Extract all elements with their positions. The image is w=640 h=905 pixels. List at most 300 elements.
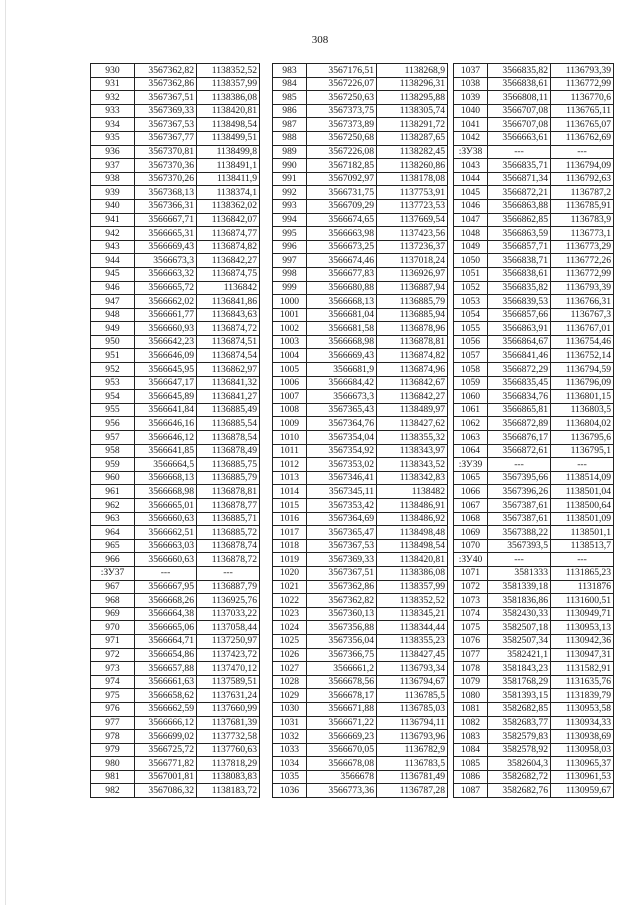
x-coordinate-cell: 3567369,33 <box>307 553 377 567</box>
y-coordinate-cell: 1136787,28 <box>377 784 448 798</box>
y-coordinate-cell: 1136842 <box>197 281 260 295</box>
point-number-cell: 978 <box>91 730 135 744</box>
table-row <box>454 118 614 132</box>
point-number-cell: 1081 <box>454 702 488 716</box>
table-row <box>273 553 448 567</box>
x-coordinate-cell: 3566661,77 <box>135 308 197 322</box>
point-number-cell: 1010 <box>273 431 307 445</box>
y-coordinate-cell: 1136793,39 <box>551 281 614 295</box>
table-row <box>454 716 614 730</box>
point-number-cell: 1076 <box>454 634 488 648</box>
point-number-cell: 1061 <box>454 403 488 417</box>
table-row <box>91 770 260 784</box>
table-row <box>454 553 614 567</box>
table-row <box>454 594 614 608</box>
x-coordinate-cell: 3567368,13 <box>135 186 197 200</box>
y-coordinate-cell: 1138498,54 <box>197 118 260 132</box>
point-number-cell: 1033 <box>273 743 307 757</box>
point-number-cell: 1016 <box>273 512 307 526</box>
table-row <box>91 91 260 105</box>
x-coordinate-cell: 3567364,76 <box>307 417 377 431</box>
y-coordinate-cell: 1136842,07 <box>197 213 260 227</box>
x-coordinate-cell: 3567365,43 <box>307 403 377 417</box>
point-number-cell: 957 <box>91 431 135 445</box>
point-number-cell: 937 <box>91 159 135 173</box>
table-row <box>91 363 260 377</box>
table-row <box>454 145 614 159</box>
point-number-cell: 1054 <box>454 308 488 322</box>
point-number-cell: :ЗУ39 <box>454 458 488 472</box>
x-coordinate-cell: 3567362,86 <box>135 77 197 91</box>
point-number-cell: 968 <box>91 594 135 608</box>
y-coordinate-cell: 1136754,46 <box>551 335 614 349</box>
y-coordinate-cell: 1137470,12 <box>197 662 260 676</box>
table-row <box>91 267 260 281</box>
point-number-cell: 1082 <box>454 716 488 730</box>
x-coordinate-cell: 3582682,72 <box>488 770 551 784</box>
point-number-cell: 1007 <box>273 390 307 404</box>
point-number-cell: 979 <box>91 743 135 757</box>
table-row <box>454 199 614 213</box>
point-number-cell: 1027 <box>273 662 307 676</box>
x-coordinate-cell: 3566857,71 <box>488 240 551 254</box>
y-coordinate-cell: 1136794,09 <box>551 159 614 173</box>
y-coordinate-cell: 1137818,29 <box>197 757 260 771</box>
y-coordinate-cell: 1138282,45 <box>377 145 448 159</box>
point-number-cell: 1011 <box>273 444 307 458</box>
point-number-cell: 1001 <box>273 308 307 322</box>
point-number-cell: 973 <box>91 662 135 676</box>
point-number-cell: 1032 <box>273 730 307 744</box>
point-number-cell: 1044 <box>454 172 488 186</box>
coordinates-table-left <box>90 63 260 798</box>
table-row <box>91 675 260 689</box>
y-coordinate-cell: 1136804,02 <box>551 417 614 431</box>
y-coordinate-cell: 1138183,72 <box>197 784 260 798</box>
point-number-cell: 1074 <box>454 607 488 621</box>
x-coordinate-cell: 3582683,77 <box>488 716 551 730</box>
y-coordinate-cell: --- <box>551 553 614 567</box>
y-coordinate-cell: 1138501,1 <box>551 526 614 540</box>
y-coordinate-cell: 1136885,79 <box>197 471 260 485</box>
table-row <box>454 349 614 363</box>
point-number-cell: 1047 <box>454 213 488 227</box>
y-coordinate-cell: --- <box>551 458 614 472</box>
point-number-cell: 1087 <box>454 784 488 798</box>
x-coordinate-cell: 3566668,13 <box>135 471 197 485</box>
x-coordinate-cell: 3566835,45 <box>488 376 551 390</box>
point-number-cell: 952 <box>91 363 135 377</box>
table-row <box>273 403 448 417</box>
table-row <box>454 675 614 689</box>
y-coordinate-cell: 1138178,08 <box>377 172 448 186</box>
table-row <box>91 322 260 336</box>
table-row <box>454 689 614 703</box>
table-row <box>273 662 448 676</box>
x-coordinate-cell: 3566857,66 <box>488 308 551 322</box>
y-coordinate-cell: 1138362,02 <box>197 199 260 213</box>
point-number-cell: :ЗУ40 <box>454 553 488 567</box>
point-number-cell: 938 <box>91 172 135 186</box>
table-row <box>273 363 448 377</box>
table-row <box>273 213 448 227</box>
table-row <box>454 444 614 458</box>
x-coordinate-cell: 3566678,56 <box>307 675 377 689</box>
x-coordinate-cell: 3582507,18 <box>488 621 551 635</box>
table-row <box>273 281 448 295</box>
point-number-cell: 1058 <box>454 363 488 377</box>
table-row <box>91 607 260 621</box>
y-coordinate-cell: 1136783,5 <box>377 757 448 771</box>
point-number-cell: 1057 <box>454 349 488 363</box>
table-row <box>91 145 260 159</box>
x-coordinate-cell: 3566669,23 <box>307 730 377 744</box>
point-number-cell: 974 <box>91 675 135 689</box>
point-number-cell: 1086 <box>454 770 488 784</box>
x-coordinate-cell: 3567353,42 <box>307 499 377 513</box>
x-coordinate-cell: 3566657,88 <box>135 662 197 676</box>
coordinates-table-middle <box>272 63 448 798</box>
table-row <box>454 390 614 404</box>
table-row <box>454 730 614 744</box>
table-row <box>91 417 260 431</box>
table-row <box>91 458 260 472</box>
y-coordinate-cell: 1138295,88 <box>377 91 448 105</box>
x-coordinate-cell: 3567356,04 <box>307 634 377 648</box>
point-number-cell: 1069 <box>454 526 488 540</box>
table-row <box>273 512 448 526</box>
point-number-cell: 1025 <box>273 634 307 648</box>
y-coordinate-cell: 1136874,82 <box>377 349 448 363</box>
table-row <box>454 254 614 268</box>
x-coordinate-cell: 3566681,58 <box>307 322 377 336</box>
y-coordinate-cell: 1138427,62 <box>377 417 448 431</box>
y-coordinate-cell: 1138355,23 <box>377 634 448 648</box>
y-coordinate-cell: 1136841,27 <box>197 390 260 404</box>
point-number-cell: 1055 <box>454 322 488 336</box>
point-number-cell: 958 <box>91 444 135 458</box>
point-number-cell: 1018 <box>273 539 307 553</box>
x-coordinate-cell: 3566699,02 <box>135 730 197 744</box>
x-coordinate-cell: 3566663,61 <box>488 131 551 145</box>
x-coordinate-cell: 3566673,3 <box>307 390 377 404</box>
y-coordinate-cell: 1136782,9 <box>377 743 448 757</box>
x-coordinate-cell: 3567369,33 <box>135 104 197 118</box>
point-number-cell: 1014 <box>273 485 307 499</box>
y-coordinate-cell: 1136874,54 <box>197 349 260 363</box>
x-coordinate-cell: 3566864,67 <box>488 335 551 349</box>
y-coordinate-cell: 1136874,96 <box>377 363 448 377</box>
y-coordinate-cell: 1136762,69 <box>551 131 614 145</box>
point-number-cell: 967 <box>91 580 135 594</box>
y-coordinate-cell: 1138357,99 <box>377 580 448 594</box>
table-row <box>91 64 260 78</box>
table-row <box>91 213 260 227</box>
table-row <box>454 743 614 757</box>
table-row <box>91 566 260 580</box>
x-coordinate-cell: 3566681,04 <box>307 308 377 322</box>
point-number-cell: 935 <box>91 131 135 145</box>
x-coordinate-cell: 3566707,08 <box>488 104 551 118</box>
table-row <box>454 91 614 105</box>
y-coordinate-cell: 1136794,11 <box>377 716 448 730</box>
point-number-cell: 946 <box>91 281 135 295</box>
x-coordinate-cell: 3566673,25 <box>307 240 377 254</box>
table-row <box>454 471 614 485</box>
y-coordinate-cell: 1138260,86 <box>377 159 448 173</box>
point-number-cell: 987 <box>273 118 307 132</box>
x-coordinate-cell: 3567366,75 <box>307 648 377 662</box>
x-coordinate-cell: 3566665,01 <box>135 499 197 513</box>
scan-margin-line <box>5 0 6 905</box>
point-number-cell: 1080 <box>454 689 488 703</box>
table-row <box>91 254 260 268</box>
x-coordinate-cell: 3566669,43 <box>135 240 197 254</box>
point-number-cell: 1071 <box>454 566 488 580</box>
y-coordinate-cell: 1130938,69 <box>551 730 614 744</box>
x-coordinate-cell: 3566673,3 <box>135 254 197 268</box>
table-row <box>454 485 614 499</box>
x-coordinate-cell: 3566834,76 <box>488 390 551 404</box>
y-coordinate-cell: 1136878,96 <box>377 322 448 336</box>
point-number-cell: 1020 <box>273 566 307 580</box>
point-number-cell: :ЗУ38 <box>454 145 488 159</box>
table-row <box>454 376 614 390</box>
y-coordinate-cell: 1137058,44 <box>197 621 260 635</box>
y-coordinate-cell: 1136842,27 <box>377 390 448 404</box>
x-coordinate-cell: 3566667,71 <box>135 213 197 227</box>
y-coordinate-cell: 1136925,76 <box>197 594 260 608</box>
point-number-cell: 983 <box>273 64 307 78</box>
y-coordinate-cell: 1130934,33 <box>551 716 614 730</box>
point-number-cell: 965 <box>91 539 135 553</box>
x-coordinate-cell: 3566725,72 <box>135 743 197 757</box>
x-coordinate-cell: 3567387,61 <box>488 499 551 513</box>
point-number-cell: 1030 <box>273 702 307 716</box>
y-coordinate-cell: 1138083,83 <box>197 770 260 784</box>
y-coordinate-cell: 1136878,54 <box>197 431 260 445</box>
x-coordinate-cell: 3581333 <box>488 566 551 580</box>
point-number-cell: 1056 <box>454 335 488 349</box>
x-coordinate-cell: 3566641,85 <box>135 444 197 458</box>
y-coordinate-cell: 1136792,63 <box>551 172 614 186</box>
point-number-cell: 1017 <box>273 526 307 540</box>
point-number-cell: 943 <box>91 240 135 254</box>
table-row <box>91 580 260 594</box>
point-number-cell: 993 <box>273 199 307 213</box>
x-coordinate-cell: 3567092,97 <box>307 172 377 186</box>
point-number-cell: 1067 <box>454 499 488 513</box>
point-number-cell: 942 <box>91 227 135 241</box>
point-number-cell: 955 <box>91 403 135 417</box>
x-coordinate-cell: 3566863,88 <box>488 199 551 213</box>
table-row <box>273 770 448 784</box>
table-row <box>273 172 448 186</box>
x-coordinate-cell: 3566668,98 <box>135 485 197 499</box>
y-coordinate-cell: 1137660,99 <box>197 702 260 716</box>
y-coordinate-cell: 1136796,09 <box>551 376 614 390</box>
table-row <box>273 784 448 798</box>
x-coordinate-cell: 3566645,95 <box>135 363 197 377</box>
point-number-cell: 1029 <box>273 689 307 703</box>
table-row <box>454 458 614 472</box>
y-coordinate-cell: 1136885,75 <box>197 458 260 472</box>
table-row <box>91 648 260 662</box>
table-row <box>91 131 260 145</box>
point-number-cell: 960 <box>91 471 135 485</box>
table-row <box>91 240 260 254</box>
y-coordinate-cell: 1136794,59 <box>551 363 614 377</box>
table-row <box>91 77 260 91</box>
y-coordinate-cell: 1136841,86 <box>197 295 260 309</box>
y-coordinate-cell: 1136878,74 <box>197 539 260 553</box>
table-row <box>91 308 260 322</box>
point-number-cell: 1066 <box>454 485 488 499</box>
y-coordinate-cell: 1138501,04 <box>551 485 614 499</box>
x-coordinate-cell: 3566771,82 <box>135 757 197 771</box>
y-coordinate-cell: 1136793,96 <box>377 730 448 744</box>
table-row <box>273 159 448 173</box>
x-coordinate-cell: 3566664,71 <box>135 634 197 648</box>
x-coordinate-cell: 3582579,83 <box>488 730 551 744</box>
point-number-cell: 1002 <box>273 322 307 336</box>
x-coordinate-cell: 3566663,98 <box>307 227 377 241</box>
y-coordinate-cell: 1138345,21 <box>377 607 448 621</box>
y-coordinate-cell: 1131582,91 <box>551 662 614 676</box>
x-coordinate-cell: 3567250,68 <box>307 131 377 145</box>
y-coordinate-cell: 1138420,81 <box>377 553 448 567</box>
point-number-cell: 976 <box>91 702 135 716</box>
x-coordinate-cell: 3581836,86 <box>488 594 551 608</box>
y-coordinate-cell: 1136785,03 <box>377 702 448 716</box>
point-number-cell: 1077 <box>454 648 488 662</box>
table-row <box>273 145 448 159</box>
table-row <box>91 485 260 499</box>
y-coordinate-cell: 1137589,51 <box>197 675 260 689</box>
x-coordinate-cell: 3566835,82 <box>488 281 551 295</box>
x-coordinate-cell: 3566835,82 <box>488 64 551 78</box>
table-row <box>454 566 614 580</box>
y-coordinate-cell: 1138489,97 <box>377 403 448 417</box>
table-row <box>91 118 260 132</box>
y-coordinate-cell: 1130959,67 <box>551 784 614 798</box>
point-number-cell: 1068 <box>454 512 488 526</box>
y-coordinate-cell: 1136842,67 <box>377 376 448 390</box>
point-number-cell: 982 <box>91 784 135 798</box>
point-number-cell: 1059 <box>454 376 488 390</box>
point-number-cell: 1075 <box>454 621 488 635</box>
y-coordinate-cell: 1138344,44 <box>377 621 448 635</box>
point-number-cell: 1015 <box>273 499 307 513</box>
table-row <box>91 662 260 676</box>
y-coordinate-cell: 1138305,74 <box>377 104 448 118</box>
x-coordinate-cell: 3566835,71 <box>488 159 551 173</box>
point-number-cell: 1003 <box>273 335 307 349</box>
x-coordinate-cell: 3566668,98 <box>307 335 377 349</box>
table-row <box>91 471 260 485</box>
x-coordinate-cell: 3566838,71 <box>488 254 551 268</box>
y-coordinate-cell: 1138268,9 <box>377 64 448 78</box>
y-coordinate-cell: 1136885,72 <box>197 526 260 540</box>
y-coordinate-cell: 1138291,72 <box>377 118 448 132</box>
table-row <box>273 730 448 744</box>
x-coordinate-cell: 3567366,31 <box>135 199 197 213</box>
table-row <box>273 77 448 91</box>
x-coordinate-cell: 3566668,13 <box>307 295 377 309</box>
point-number-cell: 1051 <box>454 267 488 281</box>
y-coordinate-cell: 1130949,71 <box>551 607 614 621</box>
x-coordinate-cell: 3566681,9 <box>307 363 377 377</box>
table-row <box>273 648 448 662</box>
table-row <box>454 322 614 336</box>
x-coordinate-cell: 3566872,21 <box>488 186 551 200</box>
point-number-cell: 1078 <box>454 662 488 676</box>
x-coordinate-cell: 3566862,85 <box>488 213 551 227</box>
x-coordinate-cell: 3566665,72 <box>135 281 197 295</box>
x-coordinate-cell: 3582682,85 <box>488 702 551 716</box>
point-number-cell: 984 <box>273 77 307 91</box>
y-coordinate-cell: 1137033,22 <box>197 607 260 621</box>
table-row <box>91 526 260 540</box>
point-number-cell: 966 <box>91 553 135 567</box>
y-coordinate-cell: 1138501,09 <box>551 512 614 526</box>
x-coordinate-cell: 3566680,88 <box>307 281 377 295</box>
y-coordinate-cell: 1130958,03 <box>551 743 614 757</box>
page-number: 308 <box>311 34 329 46</box>
x-coordinate-cell: 3566863,91 <box>488 322 551 336</box>
table-row <box>273 499 448 513</box>
point-number-cell: 1062 <box>454 417 488 431</box>
table-row <box>454 77 614 91</box>
x-coordinate-cell: 3566678 <box>307 770 377 784</box>
y-coordinate-cell: 1136885,79 <box>377 295 448 309</box>
point-number-cell: 945 <box>91 267 135 281</box>
table-row <box>91 281 260 295</box>
y-coordinate-cell: 1136772,99 <box>551 77 614 91</box>
point-number-cell: 989 <box>273 145 307 159</box>
x-coordinate-cell: 3566642,23 <box>135 335 197 349</box>
x-coordinate-cell: 3567370,26 <box>135 172 197 186</box>
y-coordinate-cell: 1138352,52 <box>197 64 260 78</box>
table-row <box>454 64 614 78</box>
x-coordinate-cell: 3567396,26 <box>488 485 551 499</box>
x-coordinate-cell: 3566663,03 <box>135 539 197 553</box>
table-row <box>454 526 614 540</box>
table-row <box>91 499 260 513</box>
y-coordinate-cell: 1136878,49 <box>197 444 260 458</box>
table-row <box>273 186 448 200</box>
x-coordinate-cell: 3566668,26 <box>135 594 197 608</box>
x-coordinate-cell: 3582421,1 <box>488 648 551 662</box>
y-coordinate-cell: 1138357,99 <box>197 77 260 91</box>
x-coordinate-cell: 3566641,84 <box>135 403 197 417</box>
y-coordinate-cell: 1137732,58 <box>197 730 260 744</box>
y-coordinate-cell: --- <box>197 566 260 580</box>
point-number-cell: 1009 <box>273 417 307 431</box>
point-number-cell: 996 <box>273 240 307 254</box>
x-coordinate-cell: 3566863,59 <box>488 227 551 241</box>
y-coordinate-cell: 1136887,79 <box>197 580 260 594</box>
table-row <box>91 730 260 744</box>
table-row <box>454 308 614 322</box>
table-row <box>273 471 448 485</box>
x-coordinate-cell: 3582430,33 <box>488 607 551 621</box>
table-row <box>91 431 260 445</box>
point-number-cell: 1041 <box>454 118 488 132</box>
point-number-cell: 971 <box>91 634 135 648</box>
table-row <box>454 648 614 662</box>
y-coordinate-cell: 1130961,53 <box>551 770 614 784</box>
